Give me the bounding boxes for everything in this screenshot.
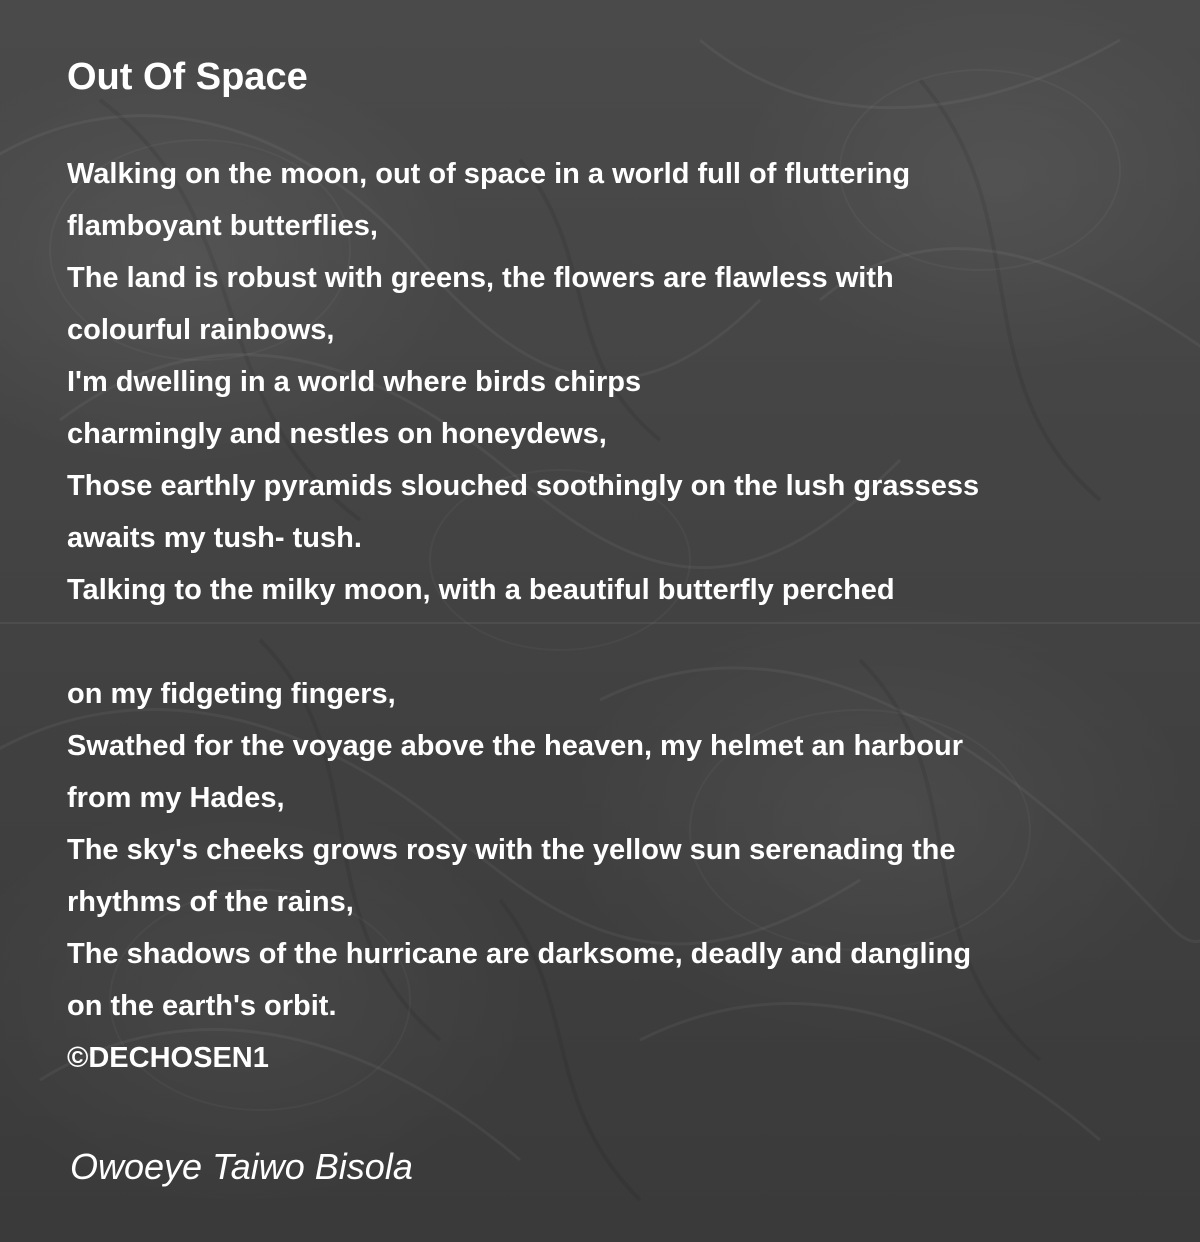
- poem-line: colourful rainbows,: [67, 314, 335, 346]
- poem-line: awaits my tush- tush.: [67, 522, 362, 554]
- poem-line: ©DECHOSEN1: [67, 1042, 269, 1074]
- stanza-gap: [67, 616, 1167, 668]
- poem-line: Swathed for the voyage above the heaven, my helmet an harbour: [67, 730, 964, 762]
- poem-line: from my Hades,: [67, 782, 285, 814]
- poem-line: The sky's cheeks grows rosy with the yellow sun serenading the: [67, 834, 956, 866]
- poem-line: Those earthly pyramids slouched soothingly on the lush grassess: [67, 470, 980, 502]
- poem-line: on my fidgeting fingers,: [67, 678, 396, 710]
- poem-author: Owoeye Taiwo Bisola: [70, 1146, 413, 1187]
- poem-line: Talking to the milky moon, with a beautiful butterfly perched: [67, 574, 895, 606]
- poem-line: charmingly and nestles on honeydews,: [67, 418, 607, 450]
- poem-line: flamboyant butterflies,: [67, 210, 378, 242]
- poem-line: rhythms of the rains,: [67, 886, 354, 918]
- poem-line: The shadows of the hurricane are darksome, deadly and dangling: [67, 938, 972, 970]
- poem-line: The land is robust with greens, the flowers are flawless with: [67, 262, 894, 294]
- poem-title: Out Of Space: [67, 56, 308, 98]
- poem-line: I'm dwelling in a world where birds chirps: [67, 366, 642, 398]
- poem-line: Walking on the moon, out of space in a world full of fluttering: [67, 158, 911, 190]
- poem-line: on the earth's orbit.: [67, 990, 337, 1022]
- poem-body: [67, 148, 1167, 1084]
